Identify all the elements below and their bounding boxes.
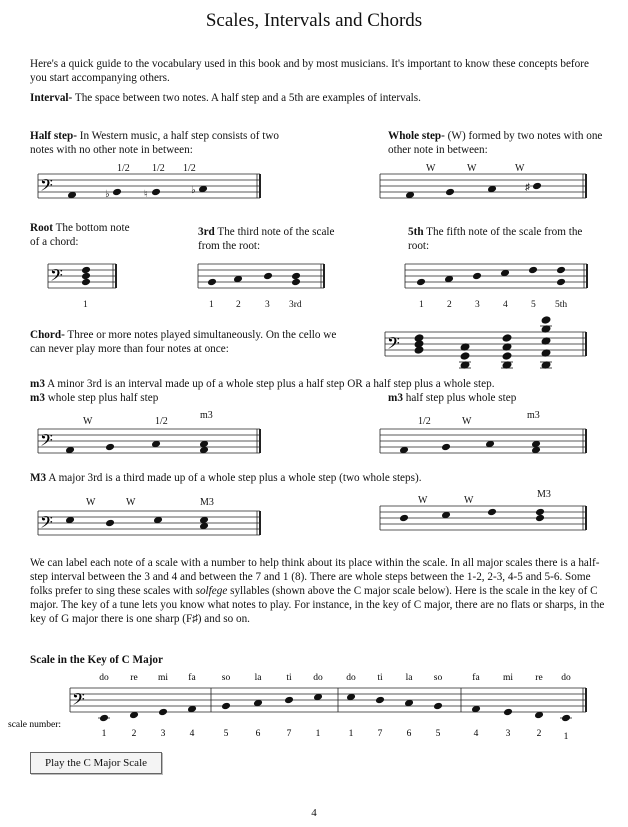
staff-lines xyxy=(380,506,586,530)
half-step-mark: 1/2 xyxy=(183,163,196,174)
page-number: 4 xyxy=(311,807,317,819)
root-text: The bottom note of a chord: xyxy=(30,222,130,248)
major-third-term: M3 xyxy=(30,472,47,484)
scale-number: 1 xyxy=(101,729,107,739)
root-definition xyxy=(30,221,140,249)
interval-text: The space between two notes. A half step and a 5th are examples of intervals. xyxy=(72,92,421,104)
fifth-term: 5th xyxy=(408,226,424,238)
bass-clef-icon: 𝄢 xyxy=(40,514,53,536)
minor-third-text: A minor 3rd is an interval made up of a whole step plus a half step OR a half step plus a whole step. xyxy=(44,378,495,390)
solfege-syllable: do xyxy=(346,673,356,683)
third-number: 3 xyxy=(265,300,270,310)
fifth-number: 2 xyxy=(447,300,452,310)
scale-number: 1 xyxy=(348,729,354,739)
scale-paragraph-text-end: syllables (shown above the C major scale below). Here is the scale in the key of C major. The key of a tune lets you know what notes to play. For instance, in the key of C major, there are no flats or sharps, in the key of G major there is one sharp (F♯) and so on. xyxy=(30,585,605,625)
minor-third-left-label: m3 xyxy=(30,392,45,404)
bass-clef-icon: 𝄢 xyxy=(40,177,53,199)
minor-third-definition xyxy=(30,377,620,391)
minor-third-left-mark: m3 xyxy=(200,410,213,421)
bass-clef-icon: 𝄢 xyxy=(72,691,85,713)
minor-third-left-staff xyxy=(38,423,264,465)
third-staff xyxy=(198,258,328,300)
scale-number-label: scale number: xyxy=(8,720,62,730)
staff-lines xyxy=(38,511,260,535)
root-staff xyxy=(48,258,120,300)
scale-number: 1 xyxy=(563,732,569,742)
root-number: 1 xyxy=(83,300,88,310)
solfege-syllable: re xyxy=(130,673,138,683)
whole-step-mark: W xyxy=(426,163,436,174)
chord-definition xyxy=(30,328,350,356)
staff-lines xyxy=(198,264,324,288)
major-third-left-mark: W xyxy=(126,497,136,508)
scale-number: 3 xyxy=(505,729,511,739)
solfege-syllable: la xyxy=(254,673,262,683)
third-number: 3rd xyxy=(289,300,302,310)
page-title: Scales, Intervals and Chords xyxy=(205,10,423,31)
scale-paragraph xyxy=(30,556,608,626)
solfege-syllable: fa xyxy=(188,673,196,683)
solfege-syllable: do xyxy=(313,673,323,683)
fifth-staff xyxy=(405,258,591,300)
major-third-text: A major 3rd is a third made up of a whole step plus a whole step (two whole steps). xyxy=(46,472,422,484)
scale-notes xyxy=(99,693,571,723)
solfege-syllable: do xyxy=(561,673,571,683)
play-c-major-scale-button[interactable]: Play the C Major Scale xyxy=(30,752,162,774)
minor-third-left-mark: W xyxy=(83,416,93,427)
major-third-definition xyxy=(30,471,620,485)
note-heads xyxy=(207,272,301,287)
svg-text:♯: ♯ xyxy=(525,182,530,193)
scale-number: 5 xyxy=(223,729,229,739)
scale-number-labels xyxy=(102,729,569,742)
svg-text:♮: ♮ xyxy=(144,189,148,200)
minor-third-right-text: half step plus whole step xyxy=(402,392,517,404)
whole-step-staff xyxy=(380,168,590,210)
solfege-syllable: ti xyxy=(286,673,292,683)
fifth-number: 5th xyxy=(555,300,568,310)
scale-number: 1 xyxy=(315,729,321,739)
third-number: 1 xyxy=(209,300,214,310)
major-third-right-mark: W xyxy=(464,495,474,506)
note-heads xyxy=(405,182,542,200)
solfege-syllable: do xyxy=(99,673,109,683)
scale-number: 3 xyxy=(160,729,166,739)
minor-third-right-mark: m3 xyxy=(527,410,540,421)
major-third-right-staff xyxy=(380,500,590,542)
scale-number: 2 xyxy=(536,729,542,739)
whole-step-mark: W xyxy=(515,163,525,174)
half-step-definition xyxy=(30,129,280,157)
minor-third-right-staff xyxy=(380,423,590,465)
fifth-definition xyxy=(408,225,588,253)
major-third-right-mark: W xyxy=(418,495,428,506)
fifth-number: 1 xyxy=(419,300,424,310)
note-heads xyxy=(81,266,91,287)
scale-number: 7 xyxy=(377,729,383,739)
minor-third-left-mark: 1/2 xyxy=(155,416,168,427)
bass-clef-icon: 𝄢 xyxy=(50,267,63,289)
solfege-term: solfege xyxy=(195,585,228,597)
solfege-syllable: so xyxy=(221,673,231,683)
minor-third-right-caption xyxy=(388,391,608,405)
chord-text: Three or more notes played simultaneously. On the cello we can never play more than four notes at once: xyxy=(30,329,337,355)
third-definition xyxy=(198,225,338,253)
minor-third-right-mark: 1/2 xyxy=(418,416,431,427)
c-major-scale-staff xyxy=(8,670,593,744)
fifth-text: The fifth note of the scale from the root: xyxy=(408,226,583,252)
minor-third-right-label: m3 xyxy=(388,392,403,404)
fifth-number: 4 xyxy=(503,300,508,310)
minor-third-left-text: whole step plus half step xyxy=(44,392,159,404)
solfege-syllable: so xyxy=(433,673,443,683)
whole-step-text: (W) formed by two notes with one other note in between: xyxy=(388,130,603,156)
third-term: 3rd xyxy=(198,226,215,238)
scale-heading: Scale in the Key of C Major xyxy=(30,654,163,666)
solfege-syllable: mi xyxy=(502,673,514,683)
scale-number: 6 xyxy=(406,729,412,739)
scale-number: 4 xyxy=(189,729,195,739)
minor-third-term: m3 xyxy=(30,378,45,390)
third-text: The third note of the scale from the root: xyxy=(198,226,335,252)
solfege-syllable: re xyxy=(535,673,543,683)
scale-number: 4 xyxy=(473,729,479,739)
solfege-syllable: la xyxy=(405,673,413,683)
half-step-text: In Western music, a half step consists of two notes with no other note in between: xyxy=(30,130,280,156)
scale-number: 6 xyxy=(255,729,261,739)
fifth-number: 3 xyxy=(475,300,480,310)
interval-definition xyxy=(30,91,610,105)
solfege-syllable: mi xyxy=(157,673,169,683)
note-heads xyxy=(399,508,545,523)
chord-term: Chord- xyxy=(30,329,65,341)
intro-paragraph: Here's a quick guide to the vocabulary used in this book and by most musicians. It's important to know these concepts before you start accompanying others. xyxy=(30,58,589,84)
half-step-mark: 1/2 xyxy=(117,163,130,174)
solfege-syllable: fa xyxy=(472,673,480,683)
root-term: Root xyxy=(30,222,53,234)
major-third-left-mark: M3 xyxy=(200,497,214,508)
svg-text:♭: ♭ xyxy=(191,185,196,196)
svg-text:♭: ♭ xyxy=(105,189,110,200)
staff-lines xyxy=(380,429,586,453)
minor-third-right-mark: W xyxy=(462,416,472,427)
major-third-left-staff xyxy=(38,505,264,547)
whole-step-mark: W xyxy=(467,163,477,174)
whole-step-definition xyxy=(388,129,608,157)
half-step-mark: 1/2 xyxy=(152,163,165,174)
fifth-number: 5 xyxy=(531,300,536,310)
scale-paragraph-text: We can label each note of a scale with a number to help think about its place within the scale. In all major scales there is a half-step interval between the 3 and 4 and between the 7 and 1 (8). There are whole steps between the 1-2, 2-3, 4-5 and 5-6. Some folks prefer to sing these scales with xyxy=(30,557,600,597)
interval-term: Interval- xyxy=(30,92,73,104)
solfege-syllable: ti xyxy=(377,673,383,683)
half-step-term: Half step- xyxy=(30,130,77,142)
third-number: 2 xyxy=(236,300,241,310)
half-step-staff xyxy=(38,168,264,210)
scale-number: 7 xyxy=(286,729,292,739)
whole-step-term: Whole step- xyxy=(388,130,445,142)
chord-notes xyxy=(414,316,552,370)
solfege-labels xyxy=(99,672,571,683)
bass-clef-icon: 𝄢 xyxy=(387,335,400,357)
minor-third-left-caption xyxy=(30,391,280,405)
chord-staff xyxy=(385,318,590,374)
bass-clef-icon: 𝄢 xyxy=(40,432,53,454)
major-third-left-mark: W xyxy=(86,497,96,508)
scale-number: 5 xyxy=(435,729,441,739)
scale-number: 2 xyxy=(131,729,137,739)
major-third-right-mark: M3 xyxy=(537,489,551,500)
